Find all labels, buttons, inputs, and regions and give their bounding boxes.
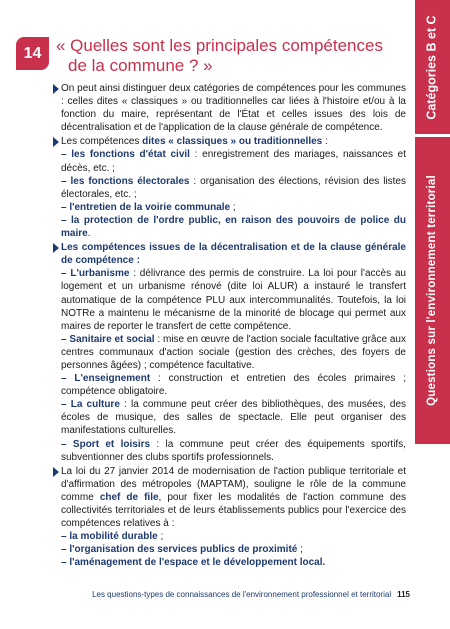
list-item: – l'organisation des services publics de proximité ; <box>61 544 303 556</box>
list-item: – La culture : la commune peut créer des bibliothèques, des musées, des écoles de musique, des salles de spectacle. Elle peut organiser des manifestations culturelles. <box>61 399 407 437</box>
question-title-line1: « Quelles sont les principales compétences <box>56 36 383 55</box>
sidebar-tab <box>415 0 450 629</box>
footer-text: Les questions-types de connaissances de l'environnement professionnel et territorial <box>92 590 392 599</box>
page-footer <box>90 590 410 599</box>
category-tab <box>415 0 450 134</box>
bullet-triangle-icon <box>53 467 59 477</box>
list-item: – les fonctions d'état civil : enregistrement des mariages, naissances et décès, etc. ; <box>61 149 406 174</box>
list-item: – l'entretien de la voirie communale ; <box>61 201 236 213</box>
list-item: – Sanitaire et social : mise en œuvre de l'action sociale facultative grâce aux centres communaux d'action sociale (gestion des crèches, des foyers de personnes âgées) ; compétence facultative. <box>61 333 406 371</box>
list-item: – l'aménagement de l'espace et le développement local. <box>61 557 326 569</box>
bullet-triangle-icon <box>53 84 59 94</box>
category-label: Catégories B et C <box>424 15 439 120</box>
question-title-line2: de la commune ? » <box>68 56 213 75</box>
list-item: – Sport et loisirs : la commune peut créer des équipements sportifs, subventionner des clubs sportifs professionnels. <box>61 438 406 463</box>
bullet-triangle-icon <box>53 243 59 253</box>
page-number: 115 <box>397 590 410 599</box>
section-tab <box>415 137 450 444</box>
question-title <box>56 36 406 76</box>
list-item: – L'enseignement : construction et entretien des écoles primaires ; compétence obligatoire. <box>61 373 406 398</box>
list-item: – L'urbanisme : délivrance des permis de construire. La loi pour l'accès au logement et un urbanisme rénové (dite loi ALUR) a instauré le transfert automatique de la compétence PLU aux intercommunalités. Toutefois, la loi NOTRe a maintenu le mécanisme de la minorité de blocage qui permet aux maires de reporter le transfert de cette compétence. <box>61 268 406 332</box>
bullet-triangle-icon <box>53 137 59 147</box>
list-item: – la protection de l'ordre public, en raison des pouvoirs de police du maire. <box>61 214 406 240</box>
answer-body <box>53 82 406 570</box>
list-item: – la mobilité durable ; <box>61 531 164 543</box>
paragraph-maptam-law: La loi du 27 janvier 2014 de modernisation de l'action publique territoriale et d'affirmation des métropoles (MAPTAM), souligne le rôle de la commune comme chef de file, pour fixer les modalités de l'action commune des collectivités territoriales et de leurs établissements publics pour l'exercice des compétences relatives à : – la mobilité durable ; – l'organisation des services publics de proximité ; – l'aménagement de l'espace et le développement local. <box>53 465 406 570</box>
list-item: – les fonctions électorales : organisation des élections, révision des listes électorales, etc. ; <box>61 175 406 200</box>
paragraph-classic-competences: Les compétences dites « classiques » ou traditionnelles : – les fonctions d'état civil : enregistrement des mariages, naissances et décès, etc. ; – les fonctions électorales : organisation des élections, révision des listes électorales, etc. ; – l'entretien de la voirie communale ; – la protection de l'ordre public, en raison des pouvoirs de police du maire. <box>53 135 406 240</box>
section-label: Questions sur l'environnement territorial <box>426 175 438 406</box>
paragraph-intro: On peut ainsi distinguer deux catégories de compétences pour les communes : celles dites « classiques » ou traditionnelles car liées à l'histoire et/ou à la fonction du maire, représentant de l'État et celles issues des lois de décentralisation et de l'application de la clause générale de compétence. <box>53 82 406 134</box>
paragraph-decentralisation-competences: Les compétences issues de la décentralisation et de la clause générale de compétence : – L'urbanisme : délivrance des permis de construire. La loi pour l'accès au logement et un urbanisme rénové (dite loi ALUR) a instauré le transfert automatique de la compétence PLU aux intercommunalités. Toutefois, la loi NOTRe a maintenu le mécanisme de la minorité de blocage qui permet aux maires de reporter le transfert de cette compétence. – Sanitaire et social : mise en œuvre de l'action sociale facultative grâce aux centres communaux d'action sociale (gestion des crèches, des foyers de personnes âgées) ; compétence facultative. – L'enseignement : construction et entretien des écoles primaires ; compétence obligatoire. – La culture : la commune peut créer des bibliothèques, des musées, des écoles de musique, des salles de spectacle. Elle peut organiser des manifestations culturelles. – Sport et loisirs : la commune peut créer des équipements sportifs, subventionner des clubs sportifs professionnels. <box>53 241 406 464</box>
question-number-badge: 14 <box>16 37 49 70</box>
